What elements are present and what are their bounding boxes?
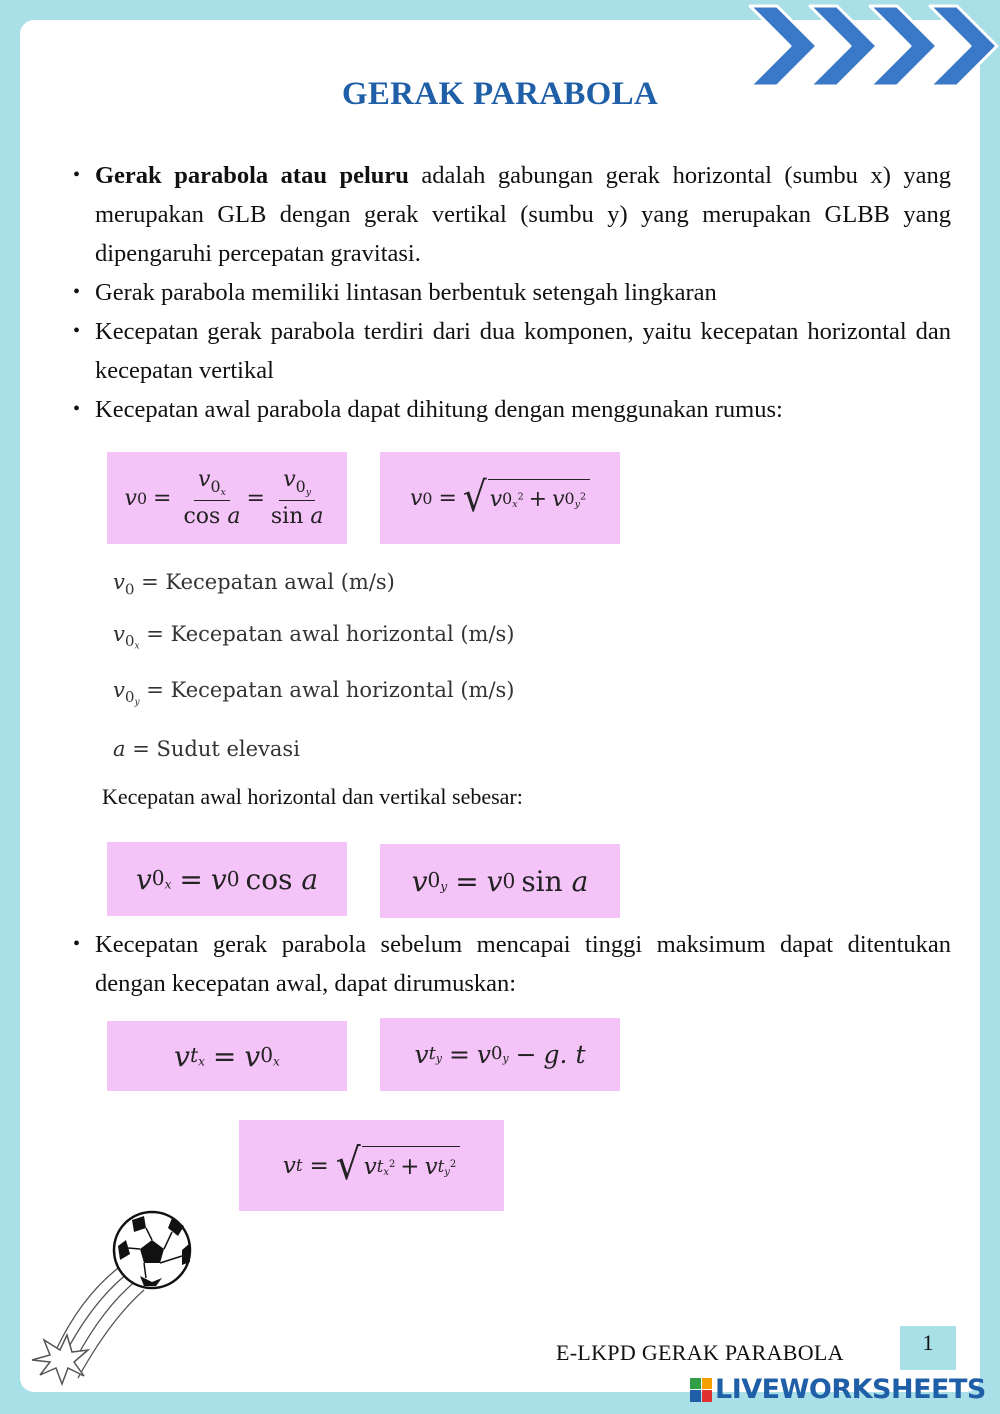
radical-icon: √ <box>335 1140 361 1191</box>
sym <box>296 477 311 496</box>
sym: v <box>198 467 211 493</box>
sym: t <box>376 1156 384 1176</box>
sym: 0 <box>427 868 441 893</box>
sym <box>502 489 523 510</box>
components-intro: Kecepatan awal horizontal dan vertikal sebesar: <box>102 784 523 809</box>
bullet-definition <box>95 156 951 273</box>
sym <box>190 1043 205 1069</box>
sym: = <box>246 485 265 511</box>
sym: 0 <box>295 476 306 496</box>
sym: cos <box>183 503 221 529</box>
sym <box>152 866 172 892</box>
sym: = <box>153 485 172 511</box>
brand-text: LIVEWORKSHEETS <box>715 1374 986 1405</box>
sym: 0 <box>124 632 135 651</box>
sym: v <box>486 864 503 898</box>
sym: x <box>512 498 518 510</box>
square-root <box>462 473 590 522</box>
sym: t <box>428 1043 436 1065</box>
sym: 0 <box>124 580 135 599</box>
definition-v0x <box>113 622 515 652</box>
bullet-initial-velocity: • Kecepatan awal parabola dapat dihitung dengan menggunakan rumus: <box>95 390 951 429</box>
sym: = <box>448 1040 470 1069</box>
sym: = <box>455 864 479 898</box>
sym <box>260 1043 280 1069</box>
page-title: GERAK PARABOLA <box>341 76 659 112</box>
sym: 0 <box>210 476 221 496</box>
definition-a <box>113 737 300 761</box>
formula-box-v0-fraction <box>107 452 347 544</box>
sym: v <box>282 1152 296 1179</box>
sym: a <box>310 503 324 529</box>
fraction <box>271 467 324 528</box>
bullet-list-2 <box>95 925 951 1003</box>
sym: sin <box>521 864 563 898</box>
sym: − <box>515 1040 537 1069</box>
sym <box>125 688 140 706</box>
sym: = <box>438 485 457 511</box>
sym: = <box>179 862 203 896</box>
sym: = <box>212 1039 237 1073</box>
sym: v <box>414 1040 429 1069</box>
sym: y <box>574 498 580 510</box>
sym: x <box>273 1054 280 1069</box>
sym: v <box>476 1040 492 1069</box>
sym: v <box>411 864 428 898</box>
sym: v <box>135 862 152 896</box>
liveworksheets-brand <box>690 1374 986 1405</box>
sym: a <box>113 737 126 761</box>
definition-text: = Kecepatan awal horizontal (m/s) <box>139 678 515 702</box>
definition-text: = Sudut elevasi <box>125 737 300 761</box>
sym: v <box>283 467 296 493</box>
sym <box>565 489 587 510</box>
sym: 0 <box>151 866 165 891</box>
sym: sin <box>270 503 304 529</box>
sym: y <box>502 1052 509 1066</box>
bullet-text: adalah gabungan gerak horizontal (sumbu x) yang merupakan GLB dengan gerak vertikal (sumbu y) yang merupakan GLBB yang dipengaruhi percepatan gravitasi. <box>95 162 951 267</box>
sym: 0 <box>502 869 516 893</box>
sym: v <box>113 678 125 702</box>
sym: 0 <box>260 1043 274 1068</box>
sym: v <box>124 485 137 511</box>
sym: t <box>189 1043 199 1068</box>
sym: x <box>164 877 172 892</box>
sym: x <box>220 486 226 498</box>
bold-term: Gerak parabola atau peluru <box>95 162 409 189</box>
sym: = <box>309 1152 329 1179</box>
sym: y <box>305 486 312 498</box>
square-root <box>335 1140 460 1191</box>
sym: v <box>409 485 423 511</box>
sym: v <box>174 1039 190 1073</box>
sym: 0 <box>124 688 135 707</box>
sym: 0 <box>226 867 240 891</box>
sym: 0 <box>502 489 513 509</box>
soccer-ball-icon <box>22 1210 202 1390</box>
sym: y <box>444 1166 450 1178</box>
sym: v <box>424 1154 438 1180</box>
sym: y <box>134 698 140 708</box>
sym: y <box>435 1052 442 1066</box>
formula-box-vt-sqrt <box>239 1120 504 1211</box>
sym <box>210 477 225 496</box>
sym: v <box>113 570 125 594</box>
footer-label: E-LKPD GERAK PARABOLA <box>556 1340 844 1365</box>
formula-box-vtx <box>107 1021 347 1091</box>
bullet-before-max-height: • Kecepatan gerak parabola sebelum mencapai tinggi maksimum dapat ditentukan dengan kecepatan awal, dapat dirumuskan: <box>95 925 951 1003</box>
formula-box-v0-sqrt <box>380 452 620 544</box>
sym <box>428 868 448 894</box>
sym: 0 <box>422 488 433 508</box>
definition-text: = Kecepatan awal horizontal (m/s) <box>139 622 515 646</box>
sym <box>491 1043 509 1065</box>
sym: 2 <box>579 491 587 503</box>
sym: + <box>400 1154 420 1180</box>
sym: y <box>440 879 448 894</box>
sym: x <box>134 642 140 652</box>
radical-icon: √ <box>462 473 487 522</box>
sym: + <box>528 487 548 512</box>
sym: 2 <box>517 491 524 503</box>
sym <box>125 632 140 650</box>
sym: 0 <box>136 488 148 508</box>
sym: v <box>113 622 125 646</box>
sym: 0 <box>491 1043 503 1065</box>
liveworksheets-logo-icon <box>690 1378 712 1402</box>
definition-v0 <box>113 570 395 598</box>
sym: t <box>295 1156 303 1175</box>
sym <box>438 1157 457 1178</box>
sym: v <box>489 487 503 512</box>
sym: 0 <box>564 489 575 509</box>
sym: x <box>383 1166 389 1178</box>
definition-v0y <box>113 678 515 708</box>
sym: 2 <box>449 1158 457 1170</box>
bullet-list <box>95 156 951 429</box>
definition-text: = Kecepatan awal (m/s) <box>134 570 395 594</box>
sym <box>429 1043 442 1065</box>
sym: a <box>571 864 589 898</box>
bullet-trajectory: • Gerak parabola memiliki lintasan berbentuk setengah lingkaran <box>95 273 951 312</box>
sym: cos <box>245 862 293 896</box>
sym: v <box>363 1154 377 1180</box>
sym: v <box>552 487 565 512</box>
fraction <box>183 467 240 528</box>
sym: g. t <box>543 1040 586 1069</box>
formula-box-vty <box>380 1018 620 1091</box>
sym: v <box>210 862 227 896</box>
formula-box-v0y <box>380 844 620 918</box>
sym: a <box>301 862 319 896</box>
bullet-components: • Kecepatan gerak parabola terdiri dari dua komponen, yaitu kecepatan horizontal dan kecepatan vertikal <box>95 312 951 390</box>
sym: x <box>198 1054 205 1069</box>
page-number: 1 <box>900 1326 956 1370</box>
sym <box>377 1157 396 1178</box>
sym: 2 <box>388 1158 396 1170</box>
sym: t <box>437 1156 445 1176</box>
formula-box-v0x <box>107 842 347 916</box>
sym: a <box>227 503 241 529</box>
sym: v <box>244 1039 261 1073</box>
